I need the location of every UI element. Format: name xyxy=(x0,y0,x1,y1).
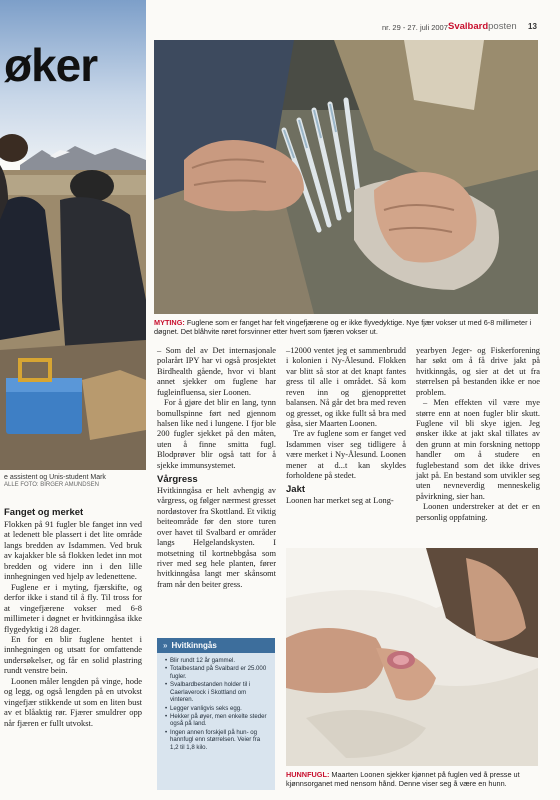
paragraph: Loonen måler lengden på vinge, hode og legg, og også lengden på en utvokst vingefjær stikkende ut som en liten bust av et blåaktig rør. Fjærer smuldrer opp når fjæren er fullt utvokst. xyxy=(4,675,142,728)
factbox xyxy=(157,638,275,790)
left-caption-text: e assistent og Unis-student Mark xyxy=(4,474,106,481)
paragraph: Hvitkinngåsa er helt avhengig av vårgress, og følger nærmest gresset nordøstover fra Skottland. Et viktig beiteområde før den store turen over havet til Svalbard er områder langs Helgelandskysten. I motsetning til kortnebbgåsa som river med seg hele planten, fører hvitkinngåsa langt mer skånsomt fram når den beiter gress. xyxy=(157,486,276,589)
paragraph: yearbyen Jeger- og Fiskerforening har søkt om å få drive jakt på hvitkinngås, og sier at det ut fra størrelsen på bestanden ikke er noe problem. xyxy=(416,346,540,397)
subheading: Fanget og merket xyxy=(4,507,84,518)
factbox-list xyxy=(157,653,275,751)
article-column-1 xyxy=(4,504,142,728)
caption-label: HUNNFUGL: xyxy=(286,770,330,779)
caption-text: Maarten Loonen sjekker kjønnet på fuglen ved å presse ut kjønnsorganet med nensom hånd. Denne viser seg å være en hunn. xyxy=(286,770,520,789)
list-item: • Blir rundt 12 år gammel. xyxy=(165,657,269,664)
top-photo-caption xyxy=(154,318,538,337)
list-item: • Hekker på øyer, men enkelte steder også på land. xyxy=(165,713,269,728)
list-item: • Totalbestand på Svalbard er 25.000 fugler. xyxy=(165,665,269,680)
paragraph: – Men effekten vil være mye større enn at noen fugler blir skutt. Fuglene vil bli skye igjen. Jeg ønsker ikke at jakt skal tillates av den grunn at min forskning nettopp handler om å studere en fuglebestand som det ikke drives jakt på. En bestand som utvikler seg uten nevneverdig menneskelig påvirkning, sier han. xyxy=(416,398,540,501)
headline-fragment: øker xyxy=(4,39,98,91)
article-column-4 xyxy=(416,346,540,523)
page-number: 13 xyxy=(528,22,537,31)
paragraph: Fuglene er i myting, fjærskifte, og derfor ikke i stand til å fly. Til tross for at vingefjærene vokser med 6-8 millimeter i døgnet er hvitkinngåsa ikke flygedyktig i 28 dager. xyxy=(4,581,142,634)
top-photo xyxy=(154,40,538,314)
factbox-title: » Hvitkinngås xyxy=(157,638,275,653)
list-item: • Legger vanligvis seks egg. xyxy=(165,705,269,712)
paragraph: –12000 ventet jeg et sammenbrudd i kolonien i Ny-Ålesund. Flokken var blitt så stor at det knapt fantes gress til alle i området. Så kom reven inn og gjenopprettet balansen. Nå går det bra med reven og gresset, og ikke fullt så bra med gåsa, sier Maarten Loonen. xyxy=(286,346,406,428)
paragraph: For å gjøre det blir en lang, tynn bomullspinne ført ned gjennom halsen like ned i lungene. I fjor ble 200 fugler sjekket på den måten, uten å finne smitta fugl. Blodprøver blir også tatt for å sjekke immunsystemet. xyxy=(157,398,276,470)
caption-text: Fuglene som er fanget har felt vingefjærene og er ikke flyvedyktige. Nye fjær vokser ut med 6-8 millimeter i døgnet. Det blåhvite røret forsvinner etter hvert som fjæren vokser ut. xyxy=(154,318,532,337)
issue-info: nr. 29 - 27. juli 2007 xyxy=(382,23,448,32)
photo-credit: ALLE FOTO: BIRGER AMUNDSEN xyxy=(4,482,99,489)
paragraph: Tre av fuglene som er fanget ved Isdammen viser seg tidligere å være merket i Ny-Ålesund. Loonen mener at d...t kan skyldes forholdene på stedet. xyxy=(286,429,406,481)
article-column-3 xyxy=(286,346,406,507)
subheading: Vårgress xyxy=(157,474,198,486)
article-column-2 xyxy=(157,346,276,590)
list-item: • Svalbardbestanden holder til i Caerlaverock i Skottland om vinteren. xyxy=(165,681,269,703)
paragraph: En for en blir fuglene hentet i innhegningen og utsatt for omfattende undersøkelser, og får en solid plastring rundt venstre bein. xyxy=(4,633,142,676)
list-item: • Ingen annen forskjell på hun- og hannfugl enn størrelsen. Veier fra 1,2 til 1,8 kilo. xyxy=(165,729,269,751)
bottom-photo xyxy=(286,548,538,766)
paragraph: Loonen har merket seg at Long- xyxy=(286,496,394,506)
paragraph: Flokken på 91 fugler ble fanget inn ved at ledenett ble plassert i det lite område langs bredden av Isdammen. Ved bruk av kajakker ble så flokken ledet inn mot bredden og videre inn i den lille innhegningen ved hjelp av ledenettene. xyxy=(4,519,142,582)
brand-logo: Svalbardposten xyxy=(448,21,517,32)
paragraph: – Som del av Det internasjonale polarårt IPY har vi også prosjektet Birdhealth gående, hvor vi blant annet sjekker om fuglene har fugleinfluensa, sier Loonen. xyxy=(157,346,276,397)
paragraph: Loonen understreker at det er en personlig oppfatning. xyxy=(416,502,540,522)
caption-label: MYTING: xyxy=(154,318,185,327)
page-header xyxy=(148,0,560,34)
left-photo-caption xyxy=(4,474,144,490)
chevron-right-icon: » xyxy=(163,641,168,650)
subheading: Jakt xyxy=(286,484,306,496)
bottom-photo-caption xyxy=(286,770,540,789)
